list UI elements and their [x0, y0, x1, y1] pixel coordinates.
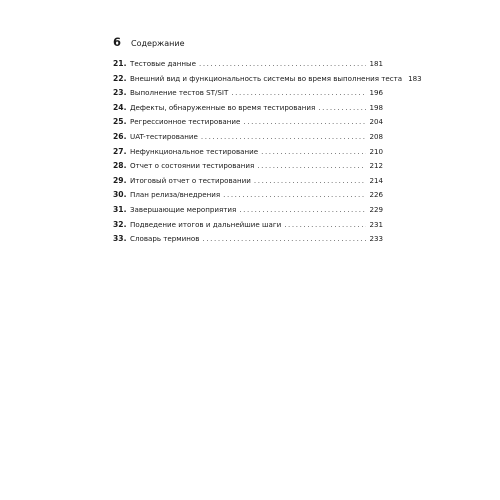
toc-entry-number: 30. [113, 190, 127, 200]
toc-entry-title: Нефункциональное тестирование [130, 146, 259, 156]
dot-leader [284, 221, 366, 228]
toc-entry-title: Регрессионное тестирование [130, 117, 241, 127]
toc-entry-title: Завершающие мероприятия [130, 204, 237, 214]
toc-entry-title: Словарь терминов [130, 234, 200, 244]
toc-entry-number: 29. [113, 175, 127, 185]
toc-entry-page: 183 [408, 73, 422, 83]
dot-leader [239, 206, 366, 213]
toc-entry[interactable] [113, 177, 383, 192]
dot-leader [261, 148, 366, 155]
toc-entry-page: 210 [369, 146, 383, 156]
toc-entry-title: Дефекты, обнаруженные во время тестирования [130, 102, 316, 112]
dot-leader [202, 235, 366, 242]
toc-entry[interactable] [113, 191, 383, 206]
toc-entry-page: 212 [369, 161, 383, 171]
dot-leader [243, 118, 366, 125]
dot-leader [201, 133, 367, 140]
toc-entry-page: 196 [369, 88, 383, 98]
toc-entry[interactable] [113, 89, 383, 104]
dot-leader [257, 162, 366, 169]
toc-entry-title: UAT-тестирование [130, 131, 198, 141]
toc-entry-page: 204 [369, 117, 383, 127]
toc-entry[interactable] [113, 104, 383, 119]
toc-entry-page: 208 [369, 131, 383, 141]
section-title: Содержание [131, 39, 185, 48]
toc-entry-number: 22. [113, 73, 127, 83]
toc-entry-title: Отчет о состоянии тестирования [130, 161, 255, 171]
dot-leader [318, 104, 366, 111]
toc-entry-title: Внешний вид и функциональность системы во время выполнения теста [130, 73, 403, 83]
dot-leader [223, 191, 366, 198]
toc-entry-number: 33. [113, 234, 127, 244]
toc-entry-number: 32. [113, 219, 127, 229]
toc-entry-title: Выполнение тестов ST/SIT [130, 88, 229, 98]
toc-entry[interactable] [113, 221, 383, 236]
toc-entry[interactable] [113, 60, 383, 75]
toc-entry-page: 229 [369, 204, 383, 214]
toc-entry-title: Подведение итогов и дальнейшие шаги [130, 219, 282, 229]
toc-entry-number: 23. [113, 88, 127, 98]
toc-entry-title: Тестовые данные [130, 59, 196, 68]
toc-entry-page: 233 [369, 234, 383, 244]
toc-entry-title: План релиза/внедрения [130, 190, 221, 200]
toc-entry[interactable] [113, 73, 422, 90]
toc-entry[interactable] [113, 206, 383, 221]
toc-entry[interactable] [113, 235, 383, 250]
toc-entry[interactable] [113, 148, 383, 163]
toc-entry-page: 226 [369, 190, 383, 200]
toc-entry-page: 198 [369, 102, 383, 112]
toc-entry-number: 31. [113, 204, 127, 214]
toc-entry-page: 181 [369, 59, 383, 68]
toc-entry-page: 214 [369, 175, 383, 185]
toc-entry-page: 231 [369, 219, 383, 229]
table-of-contents [113, 59, 422, 250]
toc-entry-title: Итоговый отчет о тестировании [130, 175, 251, 185]
toc-entry[interactable] [113, 118, 383, 133]
page-header [113, 35, 185, 49]
toc-entry-number: 25. [113, 117, 127, 127]
toc-entry[interactable] [113, 162, 383, 177]
toc-entry[interactable] [113, 133, 383, 148]
page-number: 6 [113, 35, 122, 49]
toc-entry-number: 26. [113, 131, 127, 141]
toc-entry-number: 27. [113, 146, 127, 156]
toc-entry-number: 28. [113, 161, 127, 171]
dot-leader [254, 177, 367, 184]
toc-entry-number: 21. [113, 59, 127, 68]
dot-leader [199, 60, 366, 67]
toc-entry-number: 24. [113, 102, 127, 112]
dot-leader [231, 89, 366, 96]
